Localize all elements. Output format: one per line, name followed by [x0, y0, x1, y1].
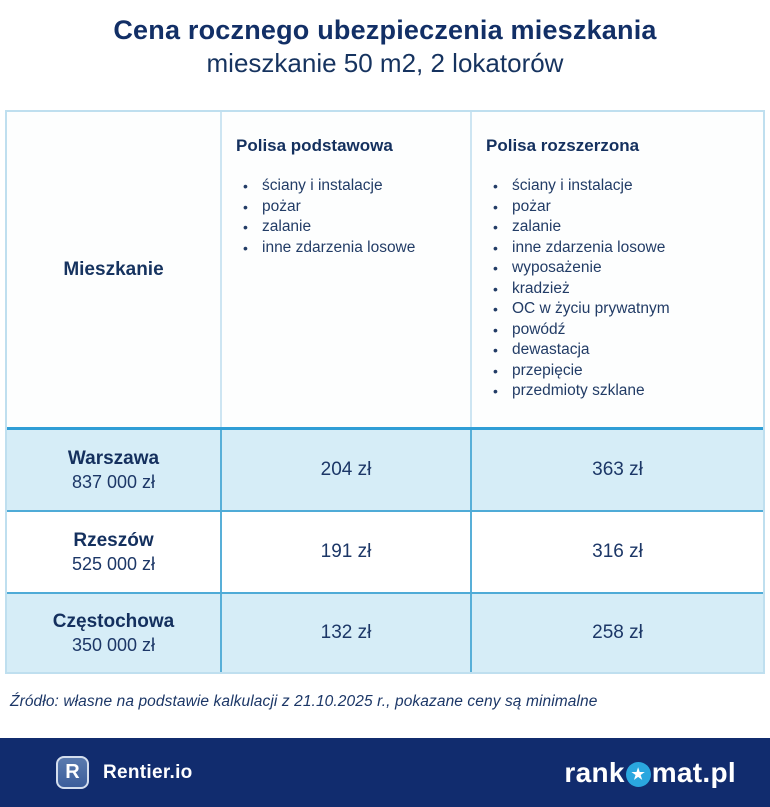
policy-extended-title: Polisa rozszerzona	[486, 136, 640, 155]
page-title: Cena rocznego ubezpieczenia mieszkania	[113, 15, 657, 45]
insurance-price-table	[5, 110, 765, 674]
rankomat-text-prefix: rank	[564, 756, 625, 788]
basic-price: 204 zł	[222, 430, 472, 510]
feature-item: • ściany i instalacje	[486, 176, 757, 197]
feature-item: • inne zdarzenia losowe	[486, 238, 757, 259]
policy-extended-feature-list	[486, 176, 757, 402]
page-subtitle: mieszkanie 50 m2, 2 lokatorów	[206, 48, 564, 78]
city-name: Częstochowa	[52, 610, 175, 632]
city-cell	[7, 594, 222, 672]
city-cell	[7, 430, 222, 510]
table-header-row	[7, 112, 763, 430]
feature-item: • dewastacja	[486, 340, 757, 361]
extended-price: 363 zł	[592, 459, 643, 480]
column-header-polisa-podstawowa	[222, 112, 472, 427]
property-value: 525 000 zł	[71, 553, 156, 574]
rentier-label: Rentier.io	[103, 761, 193, 783]
table-row-warszawa	[7, 430, 763, 510]
table-row-czestochowa	[7, 592, 763, 672]
feature-item: • wyposażenie	[486, 258, 757, 279]
rentier-r-icon: R	[56, 756, 89, 789]
feature-item: • OC w życiu prywatnym	[486, 299, 757, 320]
feature-item: • pożar	[486, 197, 757, 218]
property-value: 350 000 zł	[71, 634, 156, 655]
feature-item: • przepięcie	[486, 361, 757, 382]
table-row-rzeszow	[7, 510, 763, 592]
rankomat-star-icon	[626, 762, 651, 787]
property-value: 837 000 zł	[71, 471, 156, 492]
rankomat-logo	[564, 757, 736, 789]
footer-bar	[0, 738, 770, 807]
star-glyph: ★	[631, 766, 646, 783]
infographic-page	[0, 15, 770, 807]
basic-price: 191 zł	[222, 512, 472, 592]
extended-price: 258 zł	[592, 622, 643, 643]
city-cell	[7, 512, 222, 592]
feature-item: • pożar	[236, 197, 464, 218]
feature-item: • zalanie	[486, 217, 757, 238]
rentier-logo	[56, 756, 193, 789]
feature-item: • inne zdarzenia losowe	[236, 238, 464, 259]
extended-price: 316 zł	[592, 541, 643, 562]
city-name: Warszawa	[67, 447, 160, 469]
feature-item: • kradzież	[486, 279, 757, 300]
feature-item: • zalanie	[236, 217, 464, 238]
column-header-polisa-rozszerzona	[472, 112, 763, 427]
feature-item: • ściany i instalacje	[236, 176, 464, 197]
column-header-mieszkanie: Mieszkanie	[7, 112, 222, 427]
rankomat-text-suffix: mat.pl	[651, 756, 736, 788]
feature-item: • przedmioty szklane	[486, 381, 757, 402]
source-note: Źródło: własne na podstawie kalkulacji z 21.10.2025 r., pokazane ceny są minimalne	[10, 693, 598, 710]
policy-basic-feature-list	[236, 176, 464, 258]
policy-basic-title: Polisa podstawowa	[236, 136, 393, 155]
feature-item: • powódź	[486, 320, 757, 341]
basic-price: 132 zł	[222, 594, 472, 672]
city-name: Rzeszów	[73, 529, 154, 551]
